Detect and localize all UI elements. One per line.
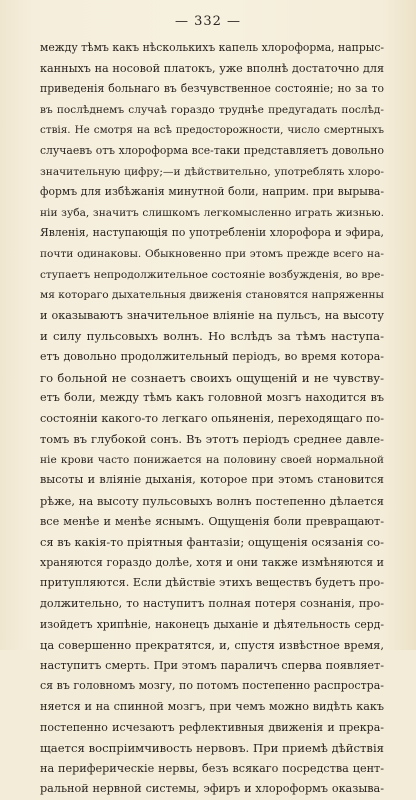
text-line: ся въ какія-то пріятныя фантазіи; ощущенія осязанія со- (40, 535, 384, 550)
text-line: ральной нервной системы, эфиръ и хлороформъ оказыва- (40, 782, 384, 796)
text-line: и силу пульсовыхъ волнъ. Но вслѣдъ за тѣмъ наступа- (40, 329, 384, 344)
text-line: етъ довольно продолжительный періодъ, во время котора- (40, 349, 384, 363)
text-line: храняются гораздо долѣе, хотя и они также измѣняются и (40, 555, 384, 569)
text-line: изойдетъ хрипѣніе, наконецъ дыханіе и дѣятельность серд- (40, 617, 384, 631)
text-line: ступаетъ непродолжительное состояніе возбужденія, во вре- (40, 268, 384, 281)
text-line: Явленія, наступающія по употребленіи хлорофора и эфира, (40, 226, 384, 240)
text-line: ца совершенно прекратятся, и, спустя извѣстное время, (40, 638, 384, 653)
text-line: ніи зуба, значитъ слишкомъ легкомысленно играть жизнью. (40, 206, 384, 219)
text-line: мя котораго дыхательныя движенія становятся напряженны (40, 289, 384, 302)
text-line: въ послѣднемъ случаѣ гораздо труднѣе предугадать послѣд- (40, 103, 384, 116)
text-line: и оказываютъ значительное вліяніе на пульсъ, на высоту (40, 308, 384, 322)
text-line: между тѣмъ какъ нѣсколькихъ капель хлороформа, напрыс- (40, 41, 384, 54)
text-line: го больной не сознаетъ своихъ ощущеній и не чувству- (40, 370, 384, 385)
text-line: формъ для избѣжанія минутной боли, наприм. при вырыва- (40, 185, 384, 199)
text-line: высоты и вліяніе дыханія, которое при этомъ становится (40, 473, 384, 487)
text-line: приведенія больнаго въ безчувственное состояніе; но за то (40, 82, 384, 96)
text-line: наступитъ смерть. При этомъ параличъ сперва появляет- (40, 658, 384, 672)
body-text (40, 38, 384, 800)
page-number: — 332 — (174, 14, 242, 29)
text-line: на периферическіе нервы, безъ всякаго посредства цент- (40, 761, 384, 775)
text-line: состояніи какого-то легкаго опьяненія, переходящаго по- (40, 411, 384, 425)
text-line: постепенно исчезаютъ рефлективныя движенія и прекра- (40, 720, 384, 734)
text-line: канныхъ на носовой платокъ, уже вполнѣ достаточно для (40, 61, 384, 75)
text-line: должительно, то наступитъ полная потеря сознанія, про- (40, 597, 384, 611)
text-line: притупляются. Если дѣйствіе этихъ веществъ будетъ про- (40, 576, 384, 590)
text-line: етъ боли, между тѣмъ какъ головной мозгъ находится въ (40, 391, 384, 405)
text-line: почти одинаковы. Обыкновенно при этомъ прежде всего на- (40, 247, 384, 260)
text-line: няется и на спинной мозгъ, при чемъ можно видѣть какъ (40, 700, 384, 713)
text-line: томъ въ глубокой сонъ. Въ этотъ періодъ среднее давле- (40, 432, 384, 447)
text-line: значительную цифру;—и дѣйствительно, употреблять хлоро- (40, 165, 384, 178)
text-line: все менѣе и менѣе яснымъ. Ощущенія боли превращают- (40, 514, 384, 528)
text-line: ніе крови часто понижается на половину своей нормальной (40, 453, 384, 466)
text-line: ся въ головномъ мозгу, по потомъ постепенно распростра- (40, 679, 384, 693)
text-line: рѣже, на высоту пульсовыхъ волнъ постепенно дѣлается (40, 494, 384, 509)
text-line: ствія. Не смотря на всѣ предосторожности, число смертныхъ (40, 124, 384, 137)
text-line: случаевъ отъ хлороформа все-таки представляетъ довольно (40, 143, 384, 157)
text-line: щается воспріимчивость нервовъ. При приемѣ дѣйствія (40, 741, 384, 756)
